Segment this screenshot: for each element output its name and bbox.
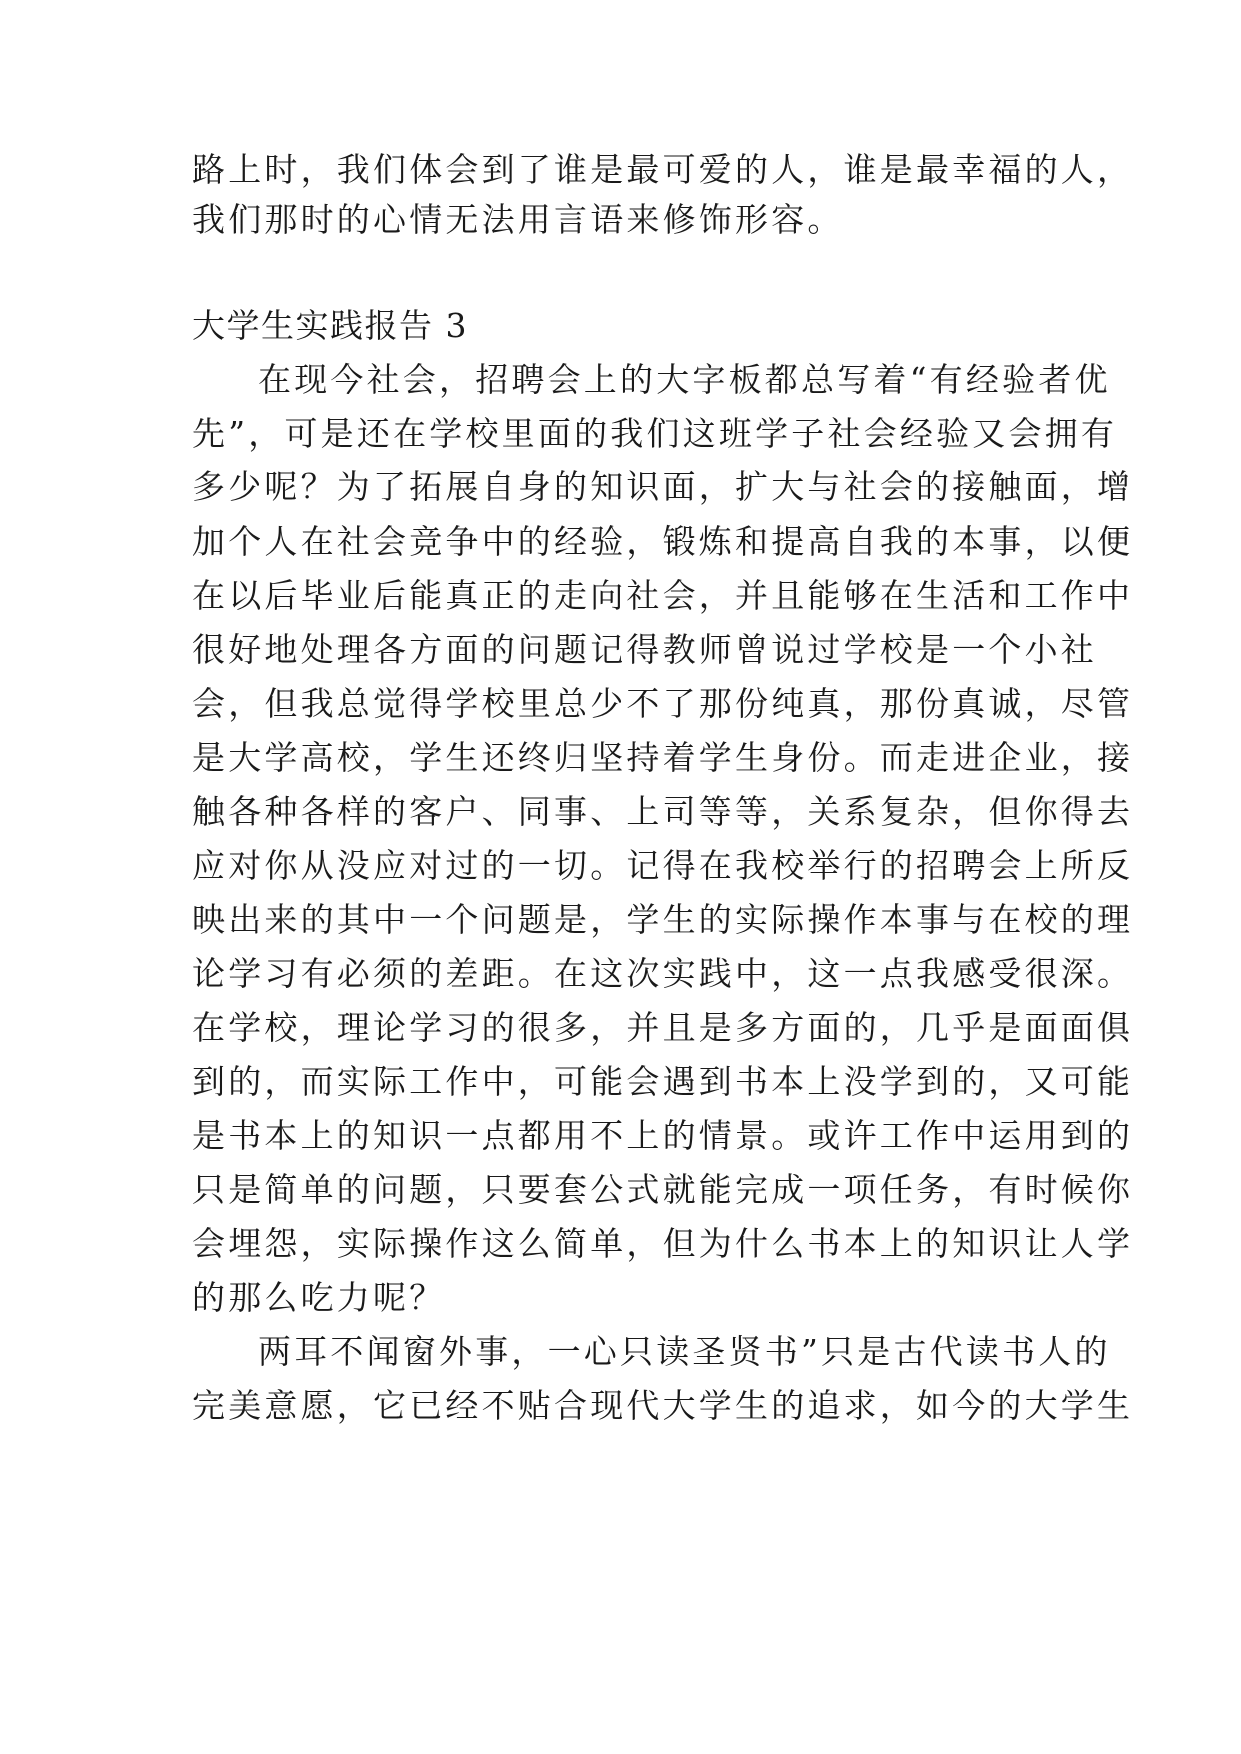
text-line: 在现今社会，招聘会上的大字板都总写着“有经验者优 bbox=[258, 360, 1111, 399]
text-line: 先”，可是还在学校里面的我们这班学子社会经验又会拥有 bbox=[192, 414, 1118, 453]
text-line: 应对你从没应对过的一切。记得在我校举行的招聘会上所反 bbox=[192, 846, 1134, 885]
text-line: 会埋怨，实际操作这么简单，但为什么书本上的知识让人学 bbox=[192, 1224, 1134, 1263]
text-line: 路上时，我们体会到了谁是最可爱的人，谁是最幸福的人， bbox=[192, 150, 1134, 189]
text-line: 会，但我总觉得学校里总少不了那份纯真，那份真诚，尽管 bbox=[192, 684, 1134, 723]
text-line: 的那么吃力呢？ bbox=[192, 1278, 446, 1317]
section-title: 大学生实践报告 3 bbox=[192, 306, 468, 345]
text-line: 多少呢？为了拓展自身的知识面，扩大与社会的接触面，增 bbox=[192, 467, 1134, 506]
text-line: 是书本上的知识一点都用不上的情景。或许工作中运用到的 bbox=[192, 1116, 1134, 1155]
text-line: 触各种各样的客户、同事、上司等等，关系复杂，但你得去 bbox=[192, 792, 1134, 831]
text-line: 论学习有必须的差距。在这次实践中，这一点我感受很深。 bbox=[192, 954, 1134, 993]
text-line: 在学校，理论学习的很多，并且是多方面的，几乎是面面俱 bbox=[192, 1008, 1134, 1047]
text-line: 到的，而实际工作中，可能会遇到书本上没学到的，又可能 bbox=[192, 1062, 1134, 1101]
text-line: 完美意愿，它已经不贴合现代大学生的追求，如今的大学生 bbox=[192, 1386, 1134, 1425]
text-line: 只是简单的问题，只要套公式就能完成一项任务，有时候你 bbox=[192, 1170, 1134, 1209]
text-line: 两耳不闻窗外事，一心只读圣贤书”只是古代读书人的 bbox=[258, 1332, 1111, 1371]
text-line: 映出来的其中一个问题是，学生的实际操作本事与在校的理 bbox=[192, 900, 1134, 939]
text-line: 加个人在社会竞争中的经验，锻炼和提高自我的本事，以便 bbox=[192, 522, 1134, 561]
text-line: 很好地处理各方面的问题记得教师曾说过学校是一个小社 bbox=[192, 630, 1097, 669]
text-line: 在以后毕业后能真正的走向社会，并且能够在生活和工作中 bbox=[192, 576, 1134, 615]
text-line: 是大学高校，学生还终归坚持着学生身份。而走进企业，接 bbox=[192, 738, 1134, 777]
text-line: 我们那时的心情无法用言语来修饰形容。 bbox=[192, 200, 844, 239]
